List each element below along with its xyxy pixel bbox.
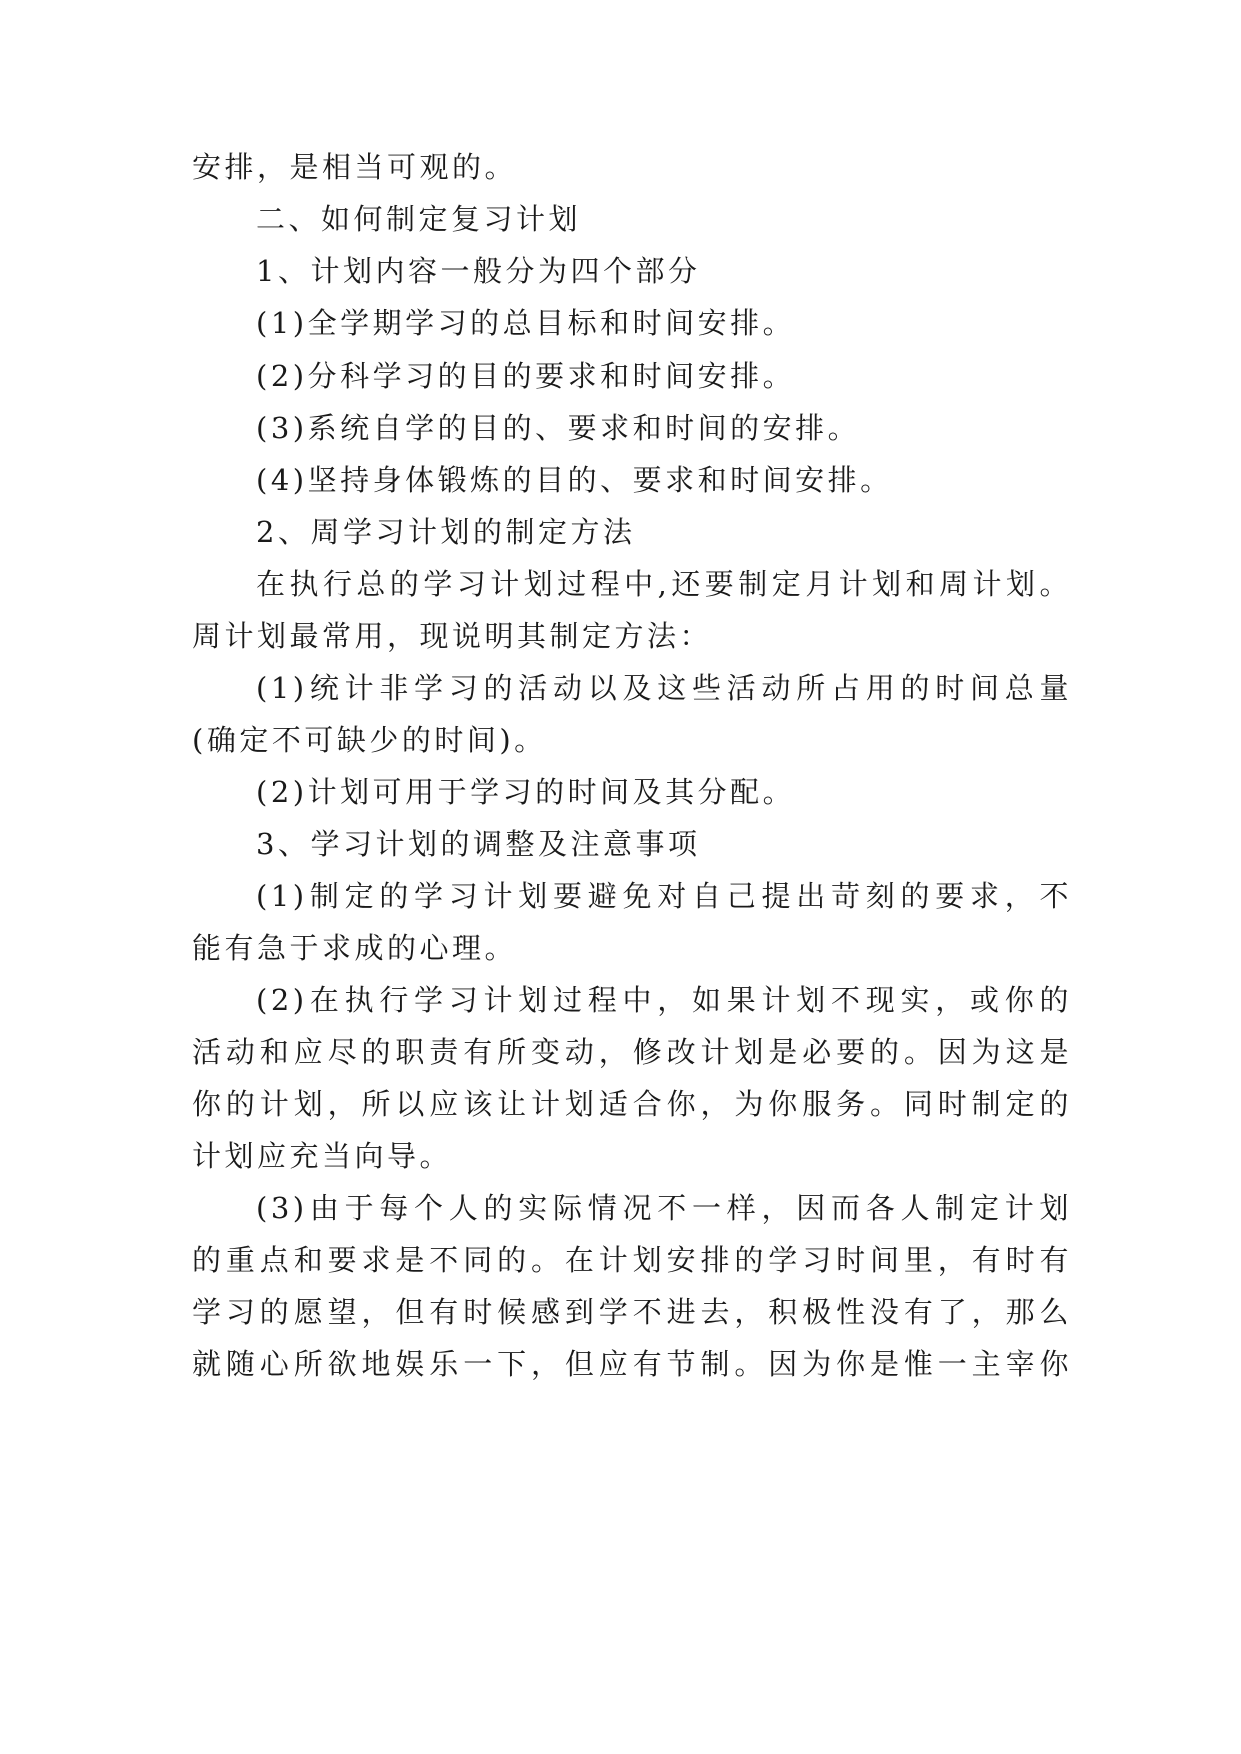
list-item: (2)计划可用于学习的时间及其分配。 [256, 775, 796, 809]
list-item: (1)制定的学习计划要避免对自己提出苛刻的要求，不 [256, 879, 1072, 913]
paragraph-line: 你的计划，所以应该让计划适合你，为你服务。同时制定的 [192, 1087, 1072, 1121]
section-heading: 二、如何制定复习计划 [256, 202, 582, 236]
paragraph-line: (确定不可缺少的时间)。 [192, 723, 547, 757]
text-line: 安排，是相当可观的。 [192, 150, 518, 184]
paragraph-line: 就随心所欲地娱乐一下，但应有节制。因为你是惟一主宰你 [192, 1347, 1072, 1381]
paragraph-line: 学习的愿望，但有时候感到学不进去，积极性没有了，那么 [192, 1295, 1072, 1329]
subsection-heading: 3、学习计划的调整及注意事项 [256, 827, 701, 861]
paragraph-line: 的重点和要求是不同的。在计划安排的学习时间里，有时有 [192, 1243, 1072, 1277]
paragraph-line: 能有急于求成的心理。 [192, 931, 518, 965]
list-item: (1)统计非学习的活动以及这些活动所占用的时间总量 [256, 671, 1072, 705]
list-item: (2)在执行学习计划过程中，如果计划不现实，或你的 [256, 983, 1072, 1017]
list-item: (2)分科学习的目的要求和时间安排。 [256, 359, 796, 393]
paragraph-line: 在执行总的学习计划过程中,还要制定月计划和周计划。 [256, 567, 1072, 601]
list-item: (3)系统自学的目的、要求和时间的安排。 [256, 411, 861, 445]
list-item: (1)全学期学习的总目标和时间安排。 [256, 306, 796, 340]
paragraph-line: 计划应充当向导。 [192, 1139, 453, 1173]
subsection-heading: 2、周学习计划的制定方法 [256, 515, 636, 549]
paragraph-line: 活动和应尽的职责有所变动，修改计划是必要的。因为这是 [192, 1035, 1072, 1069]
paragraph-line: 周计划最常用，现说明其制定方法： [192, 619, 713, 653]
list-item: (4)坚持身体锻炼的目的、要求和时间安排。 [256, 463, 893, 497]
list-item: (3)由于每个人的实际情况不一样，因而各人制定计划 [256, 1191, 1072, 1225]
subsection-heading: 1、计划内容一般分为四个部分 [256, 254, 701, 288]
